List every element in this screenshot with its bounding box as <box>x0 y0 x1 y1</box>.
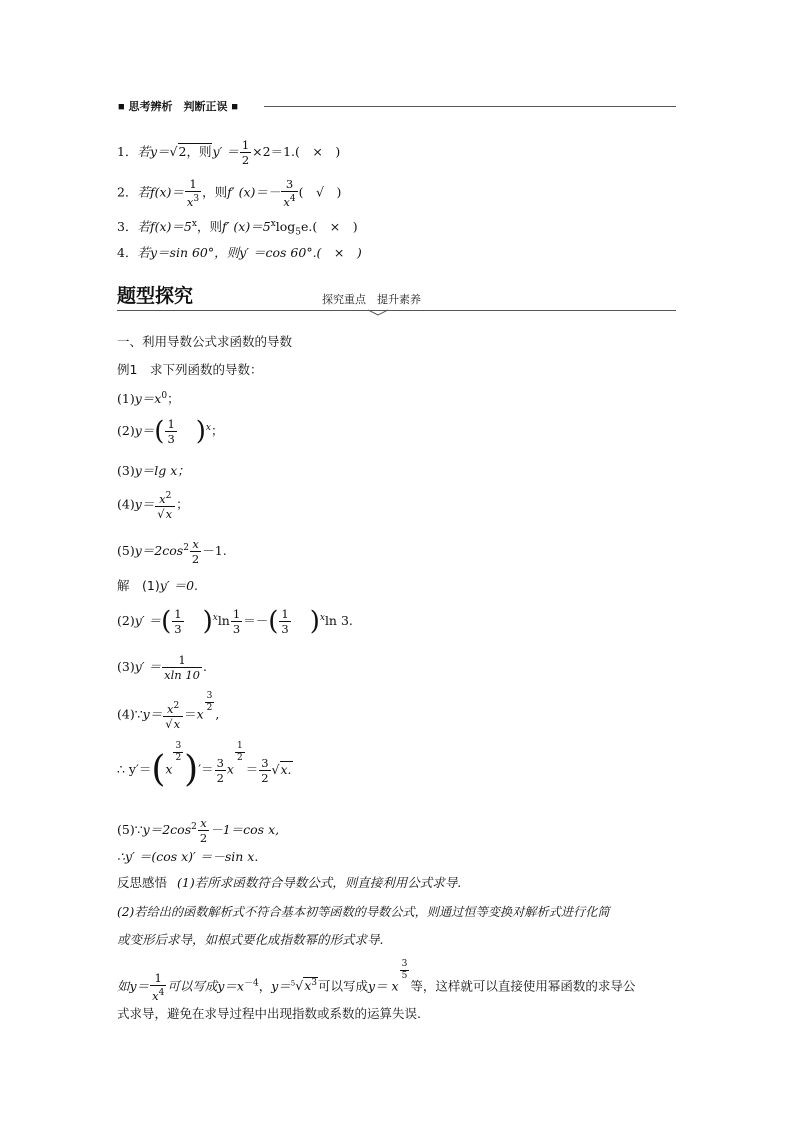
reflection-p1: 反思感悟 (1)若所求函数符合导数公式，则直接利用公式求导. <box>117 875 462 890</box>
fraction: $\frac{3}{2}$ <box>216 755 224 785</box>
example-item-2: (2)y＝( $\frac{1}{3}$ )$^x$； <box>117 416 224 447</box>
fraction-exponent: $\frac{1}{2}$ <box>236 741 243 763</box>
reflection-p4: 如y＝ $\frac{1}{x^4}$ 可以写成$y=x^{-4}$，$y=^5√x^3$可以写成y＝ x $\frac{3}{5}$ 等，这样就可以直接使用幂函数的求导公 <box>117 959 636 1003</box>
solution-1: 解 (1)y′ ＝0. <box>117 578 199 593</box>
solution-5: $(5)\because y=2\cos^2$ $\frac{x}{2}$ －1＝cos x, <box>117 816 280 845</box>
banner-tag: 探究重点 提升素养 <box>322 293 421 306</box>
judgment-2: 2．若f(x)＝ $\frac{1}{x^3}$ ，则f′ (x)＝－ $\frac{3}{x^4}$ ( √ ) <box>117 177 342 209</box>
sqrt-symbol: √2，则 <box>169 144 212 159</box>
fraction-exponent: $\frac{3}{2}$ <box>206 691 213 713</box>
example-item-1: $(1)y=x^0$； <box>117 391 180 407</box>
example-label: 例1 求下列函数的导数： <box>117 362 263 377</box>
fraction: $\frac{1}{2}$ <box>241 138 250 167</box>
fraction: $\frac{1}{3}$ <box>232 607 241 636</box>
fraction: $\frac{x}{2}$ <box>199 816 208 845</box>
fraction: $\frac{1}{3}$ <box>167 417 175 446</box>
fraction: $\frac{3}{2}$ <box>261 755 269 785</box>
example-item-4: (4)y＝ $\frac{x^2}{√x}$ ； <box>117 491 189 521</box>
reflection-p3: 或变形后求导，如根式要化成指数幂的形式求导. <box>117 932 384 947</box>
judgment-1: 1．若y＝√2，则y′ ＝ $\frac{1}{2}$ ×2＝1.( × ) <box>117 138 341 167</box>
fraction: $\frac{x^2}{√x}$ <box>155 490 175 520</box>
fraction: $\frac{1}{x^4}$ <box>152 971 165 1003</box>
example-item-3: (3)y＝lg x； <box>117 463 190 478</box>
section-header <box>118 101 238 112</box>
judgment-4: 4．若y＝sin 60°，则y′ ＝cos 60°.( × ) <box>117 245 362 260</box>
solution-2: (2)y′ ＝( $\frac{1}{3}$ )$^x$ln $\frac{1}{3}$ ＝－( $\frac{1}{3}$ )$^x$ln 3. <box>117 606 353 637</box>
fraction: $\frac{1}{x^3}$ <box>186 177 200 209</box>
fraction: $\frac{3}{x^4}$ <box>283 177 296 209</box>
fraction-exponent: $\frac{3}{5}$ <box>401 959 408 981</box>
solution-4: (4)∵y＝ $\frac{x^2}{√x}$ ＝x $\frac{3}{2}$ , <box>117 691 220 731</box>
reflection-p2: (2)若给出的函数解析式不符合基本初等函数的导数公式，则通过恒等变换对解析式进行化简 <box>117 905 610 919</box>
fraction: $\frac{1}{3}$ <box>281 607 289 636</box>
example-item-5: $(5)y=2\cos^2$ $\frac{x}{2}$ －1. <box>117 537 227 566</box>
fraction: $\frac{x^2}{√x}$ <box>163 700 183 730</box>
fraction: $\frac{x}{2}$ <box>191 537 200 566</box>
fraction-exponent: $\frac{3}{2}$ <box>175 741 182 763</box>
fraction: $\frac{1}{xln 10}$ <box>164 653 200 682</box>
subsection-title: 一、利用导数公式求函数的导数 <box>117 334 293 349</box>
fraction: $\frac{1}{3}$ <box>174 607 182 636</box>
header-marker-right: ■ <box>231 102 238 111</box>
reflection-p5: 式求导，避免在求导过程中出现指数或系数的运算失误. <box>117 1006 421 1021</box>
solution-3: (3)y′ ＝ $\frac{1}{xln 10}$ . <box>117 653 207 682</box>
banner-underline <box>117 310 676 311</box>
banner-notch <box>368 306 388 316</box>
banner-title: 题型探究 <box>117 285 194 307</box>
solution-4b: ∴ y′＝(x $\frac{3}{2}$ )′＝ $\frac{3}{2}$ x $\frac{1}{2}$ ＝ $\frac{3}{2}$ √x. <box>117 741 292 790</box>
header-rule <box>264 106 676 107</box>
header-marker-left: ■ <box>118 102 125 111</box>
judgment-3: 3．若$f(x)=5^x$，则f′ $(x)=5^x\log_5e$.( × ) <box>117 219 358 238</box>
section-title: 思考辨析 判断正误 <box>128 100 228 113</box>
solution-5b: ∴y′ ＝(cos x)′ ＝－sin x. <box>117 849 259 864</box>
